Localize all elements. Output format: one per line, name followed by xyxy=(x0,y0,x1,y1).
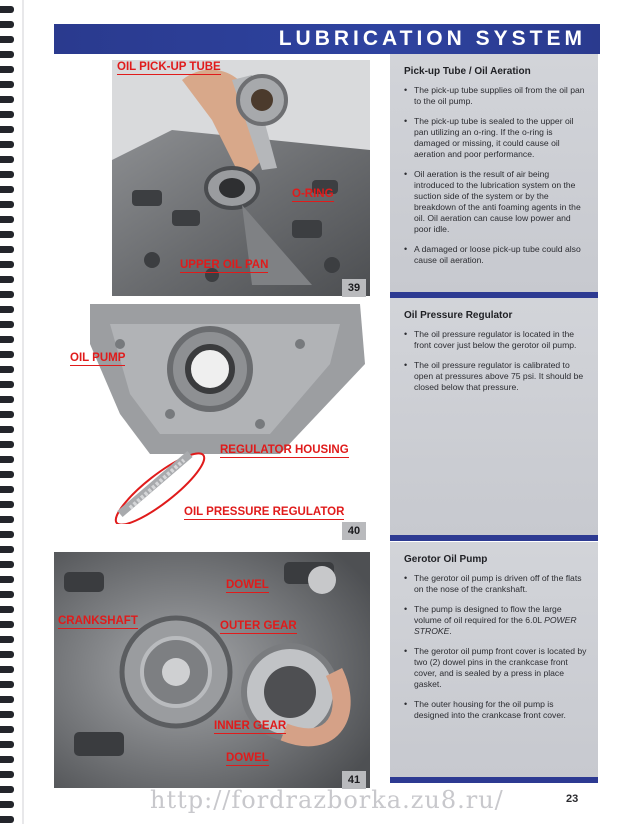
figure-number: 40 xyxy=(342,522,366,540)
figure-41-photo xyxy=(54,552,370,788)
bullet-item: • The pump is designed to flow the large volume of oil required for the 6.0L POWER STROKE. xyxy=(404,604,588,637)
callout-inner-gear: INNER GEAR xyxy=(214,720,287,732)
binding-ring xyxy=(0,261,14,268)
binding-ring xyxy=(0,516,14,523)
binding-ring xyxy=(0,276,14,283)
binding-ring xyxy=(0,126,14,133)
binding-ring xyxy=(0,816,14,823)
binding-ring xyxy=(0,336,14,343)
callout-regulator-housing: REGULATOR HOUSING xyxy=(220,444,349,456)
product-name: POWER STROKE xyxy=(414,615,577,636)
figure-40-photo xyxy=(80,304,370,524)
binding-ring xyxy=(0,696,14,703)
binding-ring xyxy=(0,771,14,778)
binding-ring xyxy=(0,396,14,403)
page-edge xyxy=(22,0,24,824)
panel-gerotor-oil-pump xyxy=(390,542,598,777)
binding-ring xyxy=(0,81,14,88)
binding-ring xyxy=(0,201,14,208)
panel-oil-pressure-regulator xyxy=(390,298,598,535)
binding-ring xyxy=(0,441,14,448)
binding-ring xyxy=(0,66,14,73)
binding-ring xyxy=(0,51,14,58)
binding-ring xyxy=(0,21,14,28)
watermark-url: http://fordrazborka.zu8.ru/ xyxy=(150,786,504,814)
binding-ring xyxy=(0,366,14,373)
binding-ring xyxy=(0,606,14,613)
binding-ring xyxy=(0,561,14,568)
callout-oring: O-RING xyxy=(292,188,334,200)
binding-ring xyxy=(0,6,14,13)
binding-ring xyxy=(0,576,14,583)
bullet-item: • Oil aeration is the result of air being introduced to the lubrication system on the suction side of the system or by the breakdown of the anti foaming agents in the oil. Oil aeration can cause low power and poor idle. xyxy=(404,169,588,235)
bullet-list xyxy=(404,85,588,266)
binding-ring xyxy=(0,156,14,163)
binding-ring xyxy=(0,96,14,103)
binding-ring xyxy=(0,501,14,508)
binding-ring xyxy=(0,486,14,493)
bullet-item: • The gerotor oil pump is driven off of the flats on the nose of the crankshaft. xyxy=(404,573,588,595)
binding-ring xyxy=(0,666,14,673)
bullet-item: • The pick-up tube supplies oil from the oil pan to the oil pump. xyxy=(404,85,588,107)
bullet-list xyxy=(404,573,588,721)
binding-ring xyxy=(0,621,14,628)
section-heading: Gerotor Oil Pump xyxy=(404,554,488,565)
binding-ring xyxy=(0,306,14,313)
binding-ring xyxy=(0,381,14,388)
binding-ring xyxy=(0,531,14,538)
binding-ring xyxy=(0,456,14,463)
bullet-item: • The oil pressure regulator is calibrated to open at pressures above 75 psi. It should be closed below that pressure. xyxy=(404,360,588,393)
binding-ring xyxy=(0,801,14,808)
binding-ring xyxy=(0,411,14,418)
section-header: LUBRICATION SYSTEM xyxy=(54,24,600,54)
bullet-item: • The outer housing for the oil pump is designed into the crankcase front cover. xyxy=(404,699,588,721)
section-heading: Oil Pressure Regulator xyxy=(404,310,513,321)
binding-ring xyxy=(0,231,14,238)
binding-ring xyxy=(0,291,14,298)
binding-ring xyxy=(0,591,14,598)
callout-outer-gear: OUTER GEAR xyxy=(220,620,297,632)
binding-ring xyxy=(0,636,14,643)
binding-ring xyxy=(0,471,14,478)
callout-dowel-bottom: DOWEL xyxy=(226,752,269,764)
binding-ring xyxy=(0,651,14,658)
callout-oil-pump: OIL PUMP xyxy=(70,352,126,364)
binding-ring xyxy=(0,171,14,178)
binding-ring xyxy=(0,786,14,793)
binding-ring xyxy=(0,546,14,553)
binding-ring xyxy=(0,351,14,358)
figure-number: 41 xyxy=(342,771,366,789)
binding-ring xyxy=(0,321,14,328)
callout-oil-pressure-regulator: OIL PRESSURE REGULATOR xyxy=(184,506,345,518)
binding-ring xyxy=(0,111,14,118)
callout-dowel-top: DOWEL xyxy=(226,579,269,591)
front-cover-image xyxy=(80,304,370,524)
binding-ring xyxy=(0,141,14,148)
section-divider xyxy=(390,535,598,541)
figure-number: 39 xyxy=(342,279,366,297)
binding-ring xyxy=(0,756,14,763)
panel-pickup-tube xyxy=(390,54,598,292)
callout-oil-pickup-tube: OIL PICK-UP TUBE xyxy=(117,61,221,73)
binding-ring xyxy=(0,711,14,718)
gerotor-pump-image xyxy=(54,552,370,788)
callout-crankshaft: CRANKSHAFT xyxy=(58,615,138,627)
binding-ring xyxy=(0,426,14,433)
binding-ring xyxy=(0,186,14,193)
bullet-item: • The pick-up tube is sealed to the upper oil pan utilizing an o-ring. If the o-ring is damaged or missing, it could cause oil aeration and poor performance. xyxy=(404,116,588,160)
spiral-binding xyxy=(0,0,22,824)
footer-divider xyxy=(390,777,598,783)
binding-ring xyxy=(0,246,14,253)
binding-ring xyxy=(0,681,14,688)
bullet-item: • The gerotor oil pump front cover is located by two (2) dowel pins in the crankcase front cover, and is sealed by a press in place gasket. xyxy=(404,646,588,690)
bullet-item: • A damaged or loose pick-up tube could also cause oil aeration. xyxy=(404,244,588,266)
binding-ring xyxy=(0,741,14,748)
page-number: 23 xyxy=(566,793,579,805)
binding-ring xyxy=(0,36,14,43)
bullet-item: • The oil pressure regulator is located in the front cover just below the gerotor oil pump. xyxy=(404,329,588,351)
binding-ring xyxy=(0,216,14,223)
callout-upper-oil-pan: UPPER OIL PAN xyxy=(180,259,269,271)
bullet-list xyxy=(404,329,588,393)
section-heading: Pick-up Tube / Oil Aeration xyxy=(404,66,531,77)
binding-ring xyxy=(0,726,14,733)
